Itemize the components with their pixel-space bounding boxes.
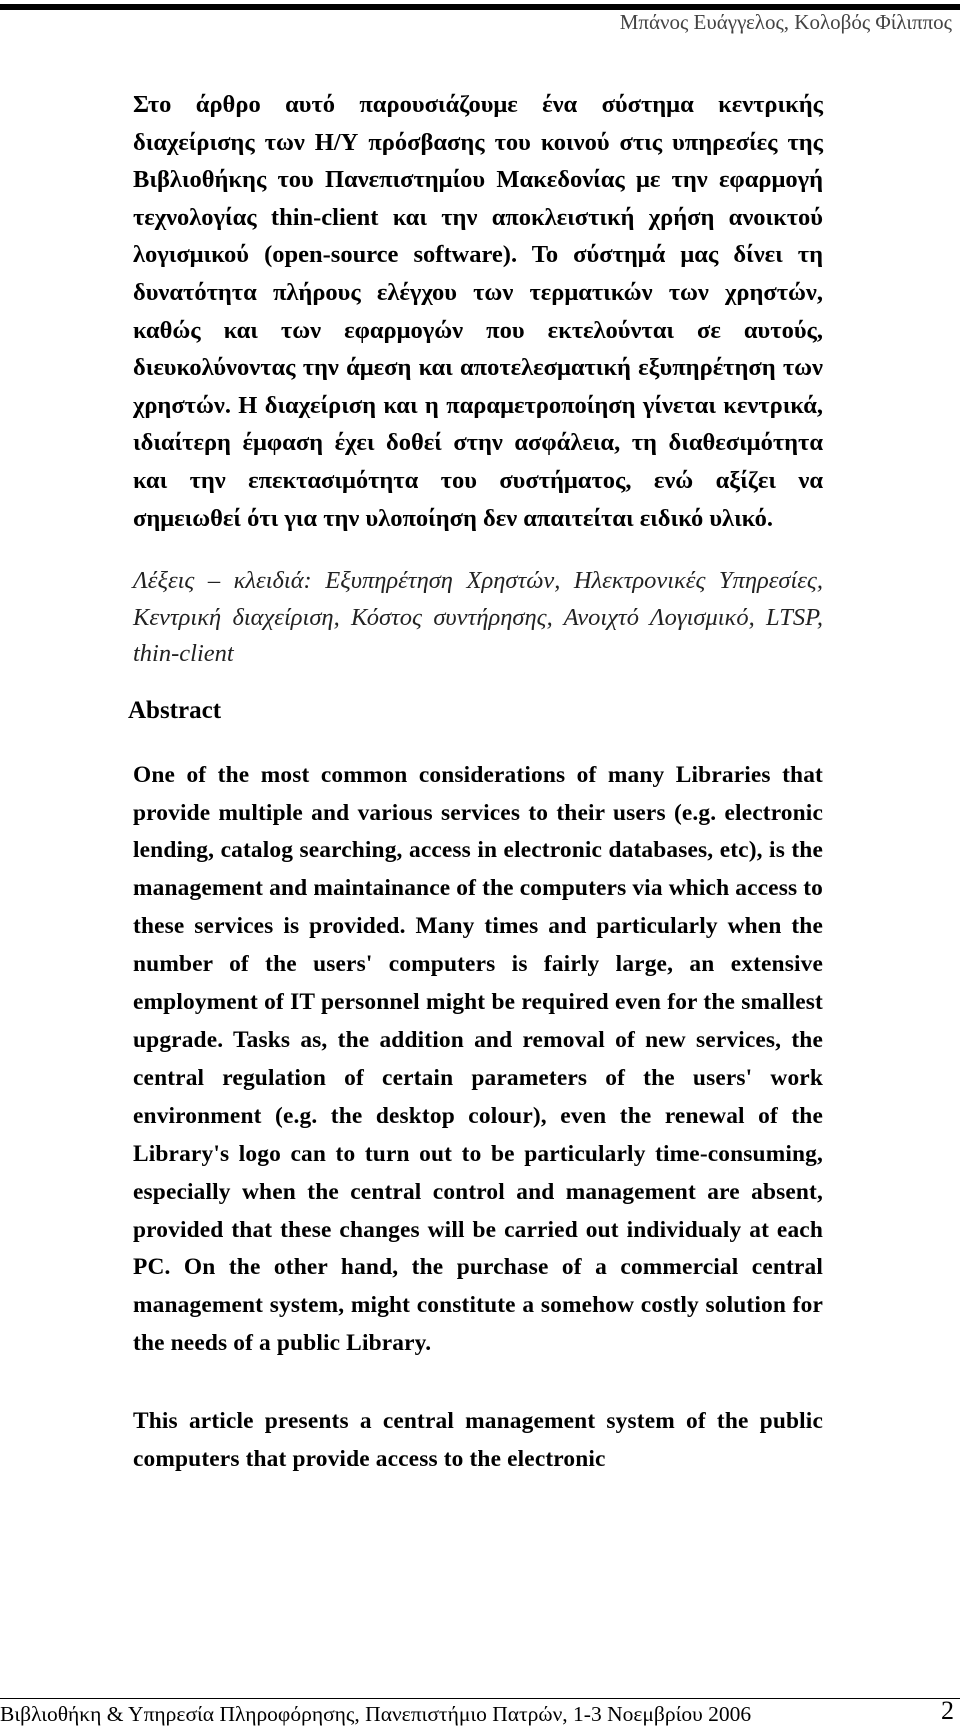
page-body (128, 86, 823, 1479)
abstract-paragraph-1: One of the most common considerations of many Libraries that provide multiple and various services to their users (e.g. electronic lending, catalog searching, access in electronic databases, etc), is the management and maintainance of the computers via which access to these services is provided. Many times and particularly when the number of the users' computers is fairly large, an extensive employment of IT personnel might be required even for the smallest upgrade. Tasks as, the addition and removal of new services, the central regulation of certain parameters of the users' work environment (e.g. the desktop colour), even the renewal of the Library's logo can to turn out to be particularly time-consuming, especially when the central control and management are absent, provided that these changes will be carried out individualy at each PC. On the other hand, the purchase of a commercial central management system, might constitute a somehow costly solution for the needs of a public Library. (133, 761, 823, 1357)
page-number: 2 (941, 1696, 954, 1725)
keywords-paragraph: Λέξεις – κλειδιά: Εξυπηρέτηση Χρηστών, Ηλεκτρονικές Υπηρεσίες, Κεντρική διαχείριση, Κόστος συντήρησης, Ανοιχτό Λογισμικό, LTSP, thin-client (133, 567, 823, 668)
abstract-heading: Abstract (128, 696, 222, 724)
abstract-paragraph-2: This article presents a central management system of the public computers that provide access to the electronic (133, 1408, 823, 1473)
footer-rule (0, 1698, 960, 1699)
greek-abstract-paragraph: Στο άρθρο αυτό παρουσιάζουμε ένα σύστημα κεντρικής διαχείρισης των Η/Υ πρόσβασης του κοινού στις υπηρεσίες της Βιβλιοθήκης του Πανεπιστημίου Μακεδονίας με την εφαρμογή τεχνολογίας thin-client και την αποκλειστική χρήση ανοικτού λογισμικού (open-source software). Το σύστημά μας δίνει τη δυνατότητα πλήρους ελέγχου των τερματικών των χρηστών, καθώς και των εφαρμογών που εκτελούνται σε αυτούς, διευκολύνοντας την άμεση και αποτελεσματική εξυπηρέτηση των χρηστών. Η διαχείριση και η παραμετροποίηση γίνεται κεντρικά, ιδιαίτερη έμφαση έχει δοθεί στην ασφάλεια, τη διαθεσιμότητα και την επεκτασιμότητα του συστήματος, ενώ αξίζει να σημειωθεί ότι για την υλοποίηση δεν απαιτείται ειδικό υλικό. (133, 91, 823, 532)
footer-conference-text: Βιβλιοθήκη & Υπηρεσία Πληροφόρησης, Πανεπιστήμιο Πατρών, 1-3 Νοεμβρίου 2006 (0, 1702, 752, 1726)
running-header-authors: Μπάνος Ευάγγελος, Κολοβός Φίλιππος (619, 10, 952, 34)
